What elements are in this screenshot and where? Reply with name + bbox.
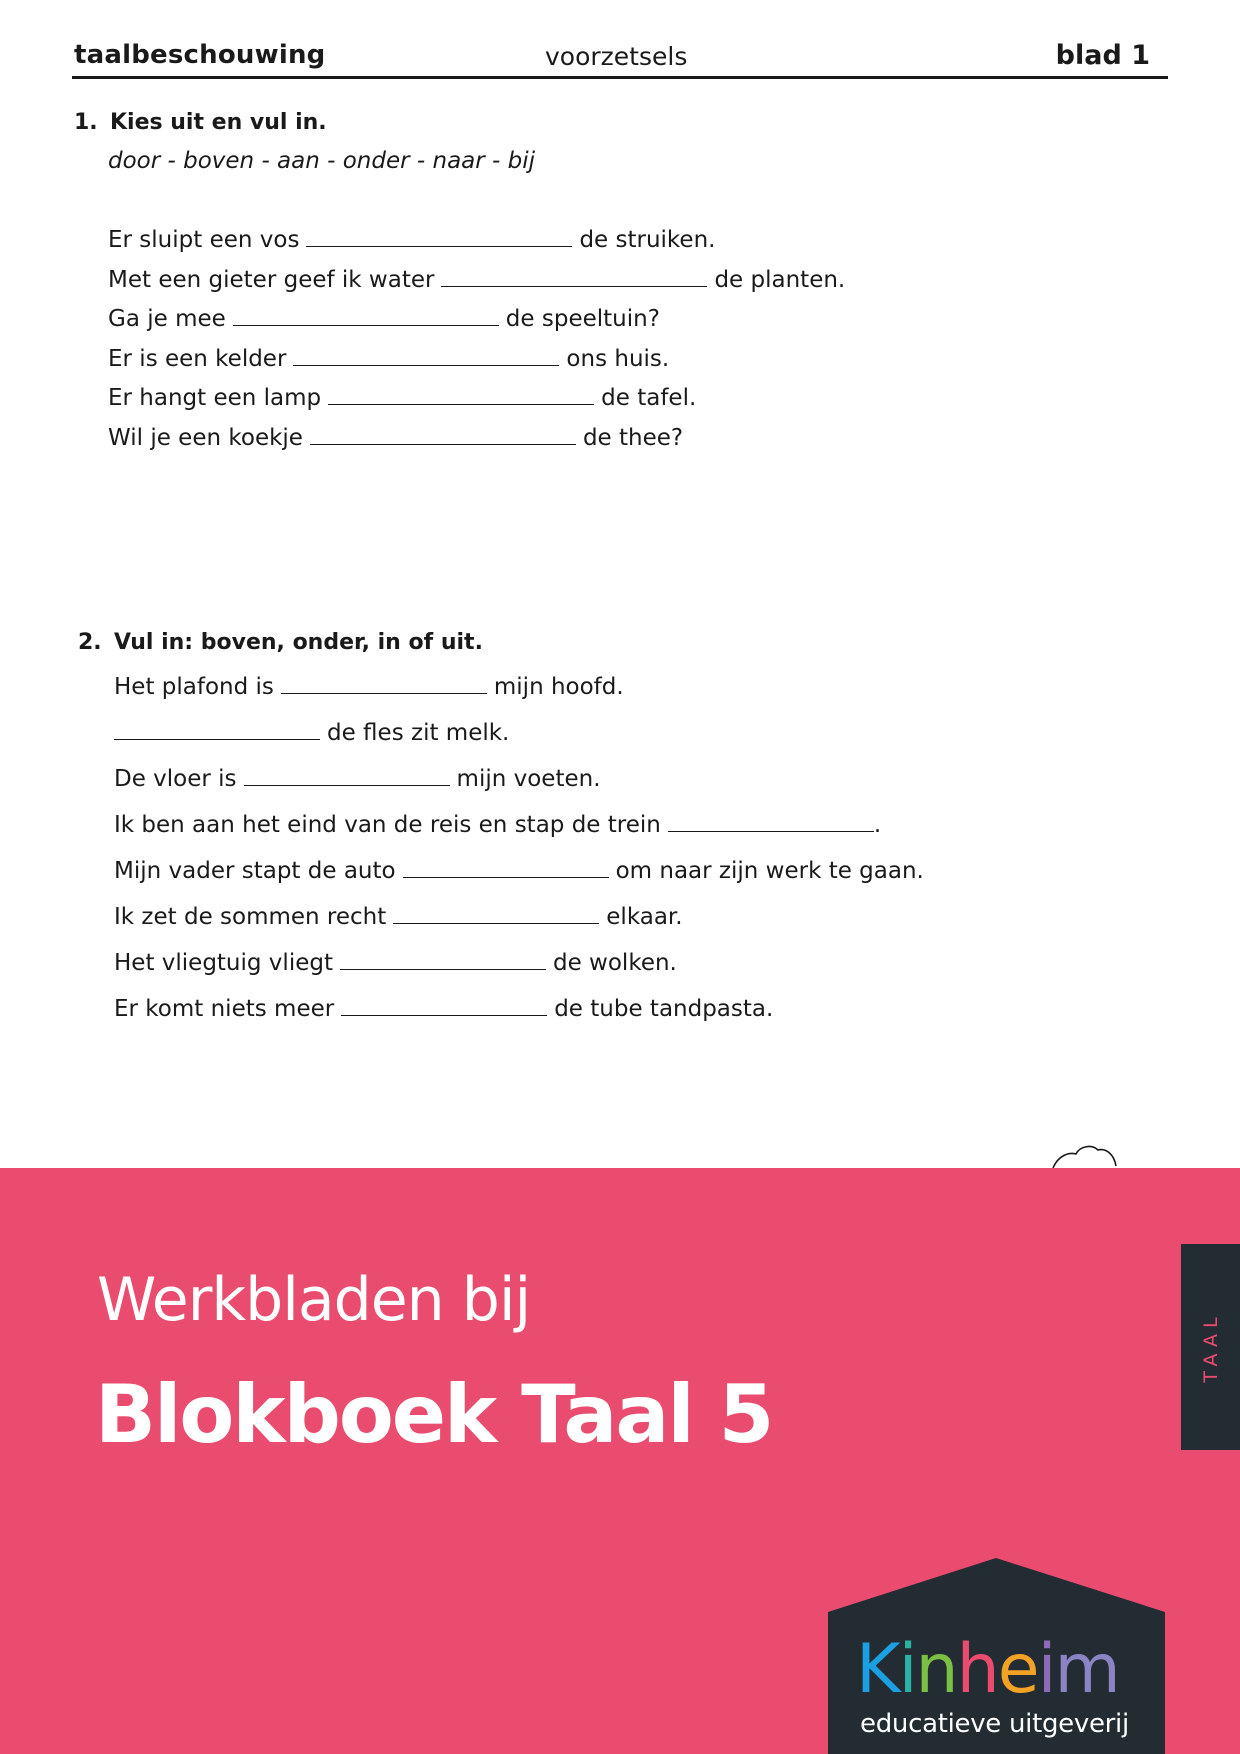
answer-blank[interactable] [293,345,559,366]
logo-tagline: educatieve uitgeverij [860,1709,1129,1739]
sentence-before: Met een gieter geef ik water [108,266,435,293]
sentence-after: mijn voeten. [456,766,601,792]
sentence-line [114,811,881,838]
answer-blank[interactable] [340,949,546,970]
answer-blank[interactable] [441,266,707,287]
answer-blank[interactable] [233,305,499,326]
sentence-after: elkaar. [606,904,683,930]
answer-blank[interactable] [306,226,572,247]
sentence-after: de tafel. [601,385,697,411]
logo-letter: h [956,1630,998,1709]
logo-letter: i [898,1630,916,1709]
sentence-line [108,305,660,332]
sentence-line [114,765,601,792]
sentence-before: Ik ben aan het eind van de reis en stap de trein [114,812,661,838]
answer-blank[interactable] [114,719,320,740]
kinheim-logo-text [856,1630,1119,1709]
banner-title: Blokboek Taal 5 [95,1368,773,1461]
sentence-after: . [873,812,882,838]
logo-letter: m [1054,1630,1119,1709]
sentence-line [108,384,696,411]
answer-blank[interactable] [393,903,599,924]
exercise-1-title [74,110,327,135]
sentence-after: de thee? [582,424,684,451]
answer-blank[interactable] [668,811,874,832]
sentence-before: De vloer is [114,766,237,792]
answer-blank[interactable] [310,424,576,445]
sentence-line [108,266,845,293]
banner-subtitle: Werkbladen bij [97,1265,531,1335]
sentence-line [114,857,924,884]
sentence-before: Ik zet de sommen recht [114,904,387,930]
sentence-before: Er is een kelder [108,345,287,372]
sentence-line [108,424,683,451]
side-tab [1181,1244,1240,1450]
sentence-line [114,673,624,700]
sentence-before: Mijn vader stapt de auto [114,858,396,884]
cover-banner [0,1168,1240,1754]
exercise-2-number: 2. [78,630,102,655]
page-header [72,36,1168,79]
logo-letter: n [915,1630,957,1709]
topic-label: voorzetsels [545,42,688,71]
sentence-before: Het vliegtuig vliegt [114,950,333,976]
sheet-label: blad 1 [1055,40,1150,71]
sentence-before: Het plafond is [114,674,274,700]
answer-blank[interactable] [281,673,487,694]
sentence-before: Er komt niets meer [114,996,335,1022]
answer-blank[interactable] [341,995,547,1016]
exercise-2-title [78,630,483,655]
sentence-line [114,719,509,746]
logo-letter: e [997,1630,1038,1709]
sentence-after: mijn hoofd. [493,674,624,700]
sentence-after: de tube tandpasta. [554,996,774,1022]
sentence-before: Wil je een koekje [108,424,303,451]
sentence-after: de fles zit melk. [327,720,510,746]
sentence-after: de speeltuin? [505,306,660,332]
logo-letter: i [1037,1630,1055,1709]
cloud-sketch-decoration [1050,1142,1120,1170]
logo-letter: K [856,1630,899,1709]
subject-label: taalbeschouwing [74,40,326,70]
answer-blank[interactable] [328,384,594,405]
sentence-after: ons huis. [566,345,670,372]
exercise-1-instruction: Kies uit en vul in. [110,110,327,135]
sentence-line [114,903,683,930]
exercise-1-options: door - boven - aan - onder - naar - bij [108,148,536,174]
sentence-line [114,949,677,976]
answer-blank[interactable] [244,765,450,786]
sentence-before: Ga je mee [108,306,226,332]
sentence-line [108,226,715,253]
sentence-after: om naar zijn werk te gaan. [615,858,924,884]
answer-blank[interactable] [403,857,609,878]
sentence-after: de wolken. [552,950,677,976]
sentence-before: Er hangt een lamp [108,385,322,411]
sentence-line [108,345,669,372]
sentence-before: Er sluipt een vos [108,227,300,253]
side-tab-label: TAAL [1199,1311,1222,1383]
sentence-after: de planten. [714,266,846,293]
exercise-1-number: 1. [74,110,98,135]
sentence-line [114,995,773,1022]
exercise-2-instruction: Vul in: boven, onder, in of uit. [114,630,483,655]
sentence-after: de struiken. [579,227,716,253]
